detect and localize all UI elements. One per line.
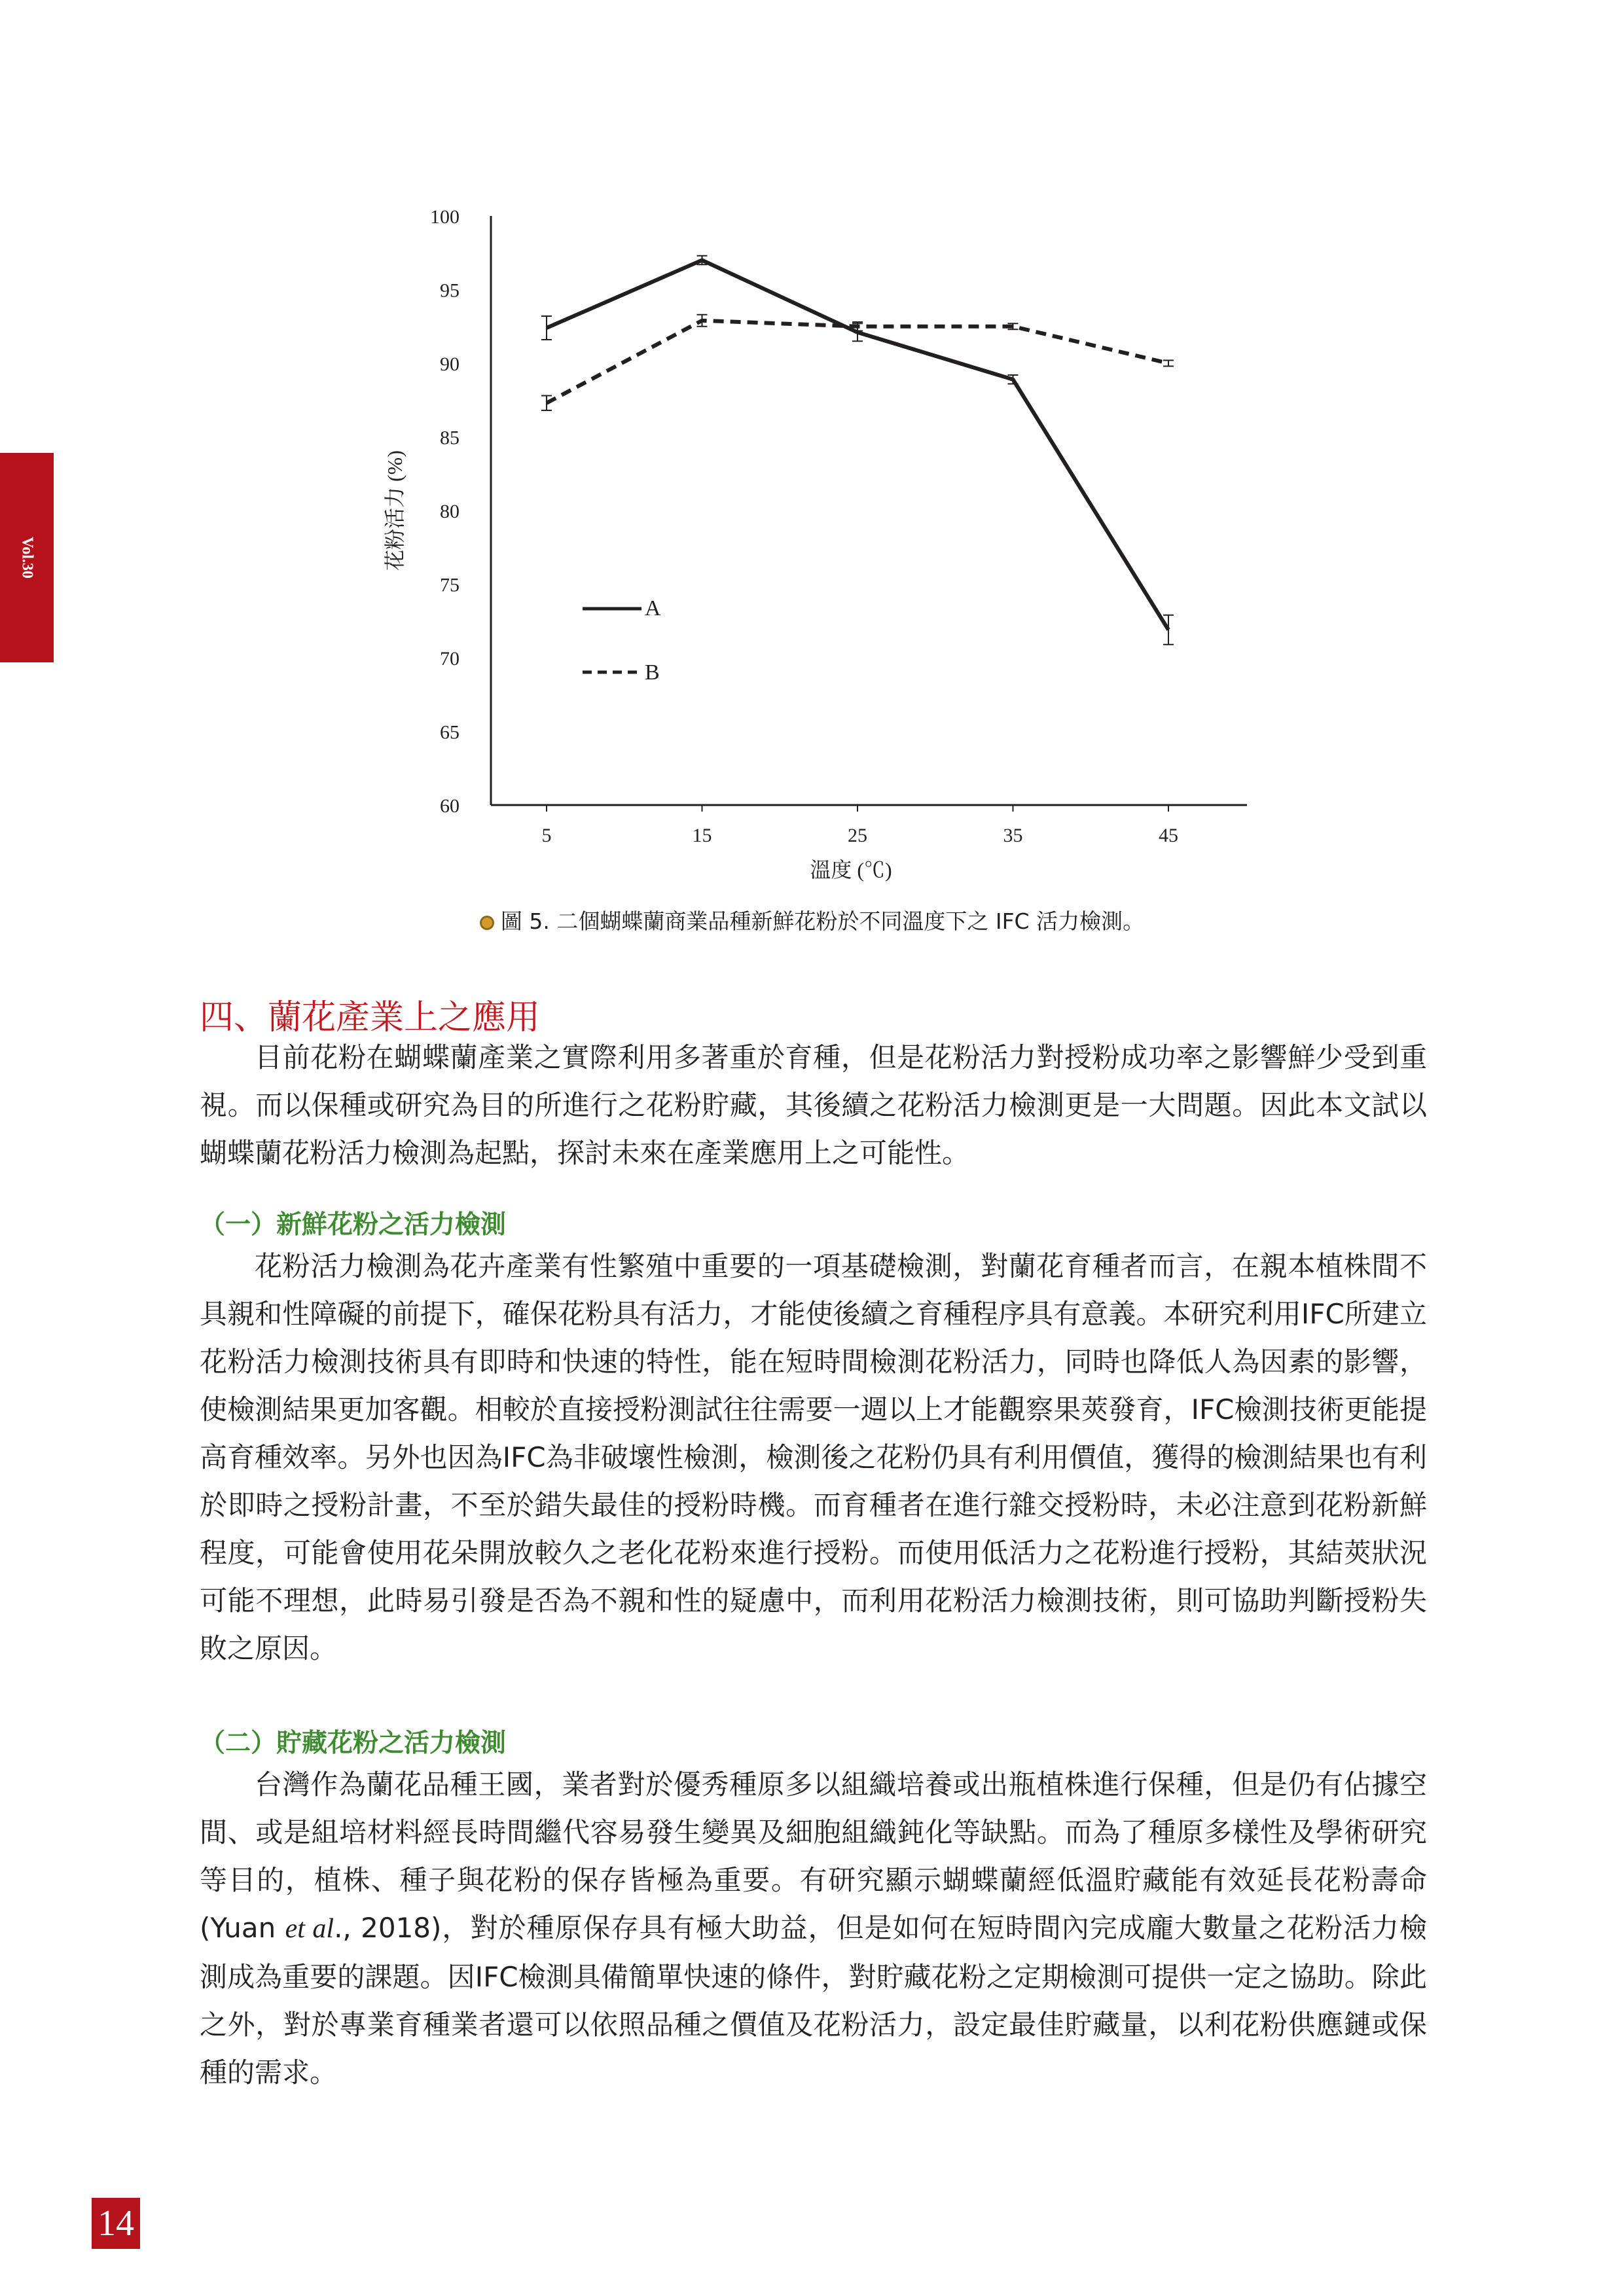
page-number: 14 (92, 2198, 140, 2249)
data-point-a (546, 327, 547, 329)
y-tick-label: 70 (440, 648, 460, 670)
y-tick-label: 95 (440, 279, 460, 302)
citation-et-al: et al (285, 1914, 334, 1944)
caption-bullet-icon (480, 916, 494, 930)
figure-caption (0, 905, 1624, 935)
x-tick-label: 45 (1159, 825, 1178, 846)
series-line-a (547, 260, 1168, 630)
subsection-2-paragraph (200, 1761, 1427, 2096)
data-point-a (1013, 379, 1014, 380)
caption-text: 圖 5. 二個蝴蝶蘭商業品種新鮮花粉於不同溫度下之 IFC 活力檢測。 (500, 908, 1145, 934)
intro-paragraph (200, 1033, 1427, 1177)
y-tick-label: 60 (440, 795, 460, 817)
legend (583, 596, 661, 685)
y-tick-label: 90 (440, 353, 460, 375)
subsection-2-text-a: 台灣作為蘭花品種王國，業者對於優秀種原多以組織培養或出瓶植株進行保種，但是仍有佔據空間、或是組培材料經長時間繼代容易發生變異及細胞組織鈍化等缺點。而為了種原多樣性及學術研究等目的，植株、種子與花粉的保存皆極為重要。有研究顯示蝴蝶蘭經低溫貯藏能有效延長花粉壽命(Yuan (200, 1768, 1427, 1944)
x-axis-ticks (542, 805, 1179, 846)
x-axis-label: 溫度 (℃) (810, 858, 892, 882)
data-point-a (857, 332, 858, 333)
pollen-viability-chart (367, 190, 1283, 897)
journal-volume: Vol.30 (18, 537, 36, 579)
x-tick-label: 25 (848, 825, 867, 846)
data-point-b (1013, 326, 1014, 327)
y-axis-ticks (430, 206, 460, 817)
subsection-2-title: （二）貯藏花粉之活力檢測 (200, 1729, 507, 1758)
y-tick-label: 65 (440, 721, 460, 744)
subsection-2-text-b: ., 2018)，對於種原保存具有極大助益，但是如何在短時間內完成龐大數量之花粉活力檢測成為重要的課題。因IFC檢測具備簡單快速的條件，對貯藏花粉之定期檢測可提供一定之協助。除此之外，對於專業育種業者還可以依照品種之價值及花粉活力，設定最佳貯藏量，以利花粉供應鏈或保種的需求。 (200, 1912, 1427, 2089)
journal-side-tab (0, 453, 54, 662)
data-point-b (1168, 363, 1169, 364)
x-tick-label: 5 (541, 825, 552, 846)
intro-text: 目前花粉在蝴蝶蘭產業之實際利用多著重於育種，但是花粉活力對授粉成功率之影響鮮少受到重視。而以保種或研究為目的所進行之花粉貯藏，其後續之花粉活力檢測更是一大問題。因此本文試以蝴蝶蘭花粉活力檢測為起點，探討未來在產業應用上之可能性。 (200, 1041, 1427, 1169)
y-tick-label: 75 (440, 574, 460, 596)
section-title: 四、蘭花產業上之應用 (200, 998, 541, 1037)
legend-label-b: B (645, 660, 660, 685)
data-point-a (702, 260, 703, 261)
subsection-1-paragraph (200, 1242, 1427, 1672)
y-tick-label: 100 (430, 206, 460, 228)
x-tick-label: 35 (1003, 825, 1023, 846)
journal-side-label (18, 537, 36, 579)
subsection-2-text (200, 1761, 1427, 2096)
y-axis-label: 花粉活力 (%) (383, 450, 406, 571)
series-layer (541, 256, 1174, 645)
y-tick-label: 85 (440, 427, 460, 449)
x-tick-label: 15 (692, 825, 712, 846)
data-point-a (1168, 629, 1169, 630)
data-point-b (857, 326, 858, 327)
subsection-1-text: 花粉活力檢測為花卉產業有性繁殖中重要的一項基礎檢測，對蘭花育種者而言，在親本植株間不具親和性障礙的前提下，確保花粉具有活力，才能使後續之育種程序具有意義。本研究利用IFC所建立花粉活力檢測技術具有即時和快速的特性，能在短時間檢測花粉活力，同時也降低人為因素的影響，使檢測結果更加客觀。相較於直接授粉測試往往需要一週以上才能觀察果莢發育，IFC檢測技術更能提高育種效率。另外也因為IFC為非破壞性檢測，檢測後之花粉仍具有利用價值，獲得的檢測結果也有利於即時之授粉計畫，不至於錯失最佳的授粉時機。而育種者在進行雜交授粉時，未必注意到花粉新鮮程度，可能會使用花朵開放較久之老化花粉來進行授粉。而使用低活力之花粉進行授粉，其結莢狀況可能不理想，此時易引發是否為不親和性的疑慮中，而利用花粉活力檢測技術，則可協助判斷授粉失敗之原因。 (200, 1250, 1427, 1664)
y-tick-label: 80 (440, 501, 460, 522)
data-point-b (702, 320, 703, 321)
legend-label-a: A (645, 596, 661, 620)
data-point-b (546, 403, 547, 404)
subsection-1-title: （一）新鮮花粉之活力檢測 (200, 1210, 507, 1240)
